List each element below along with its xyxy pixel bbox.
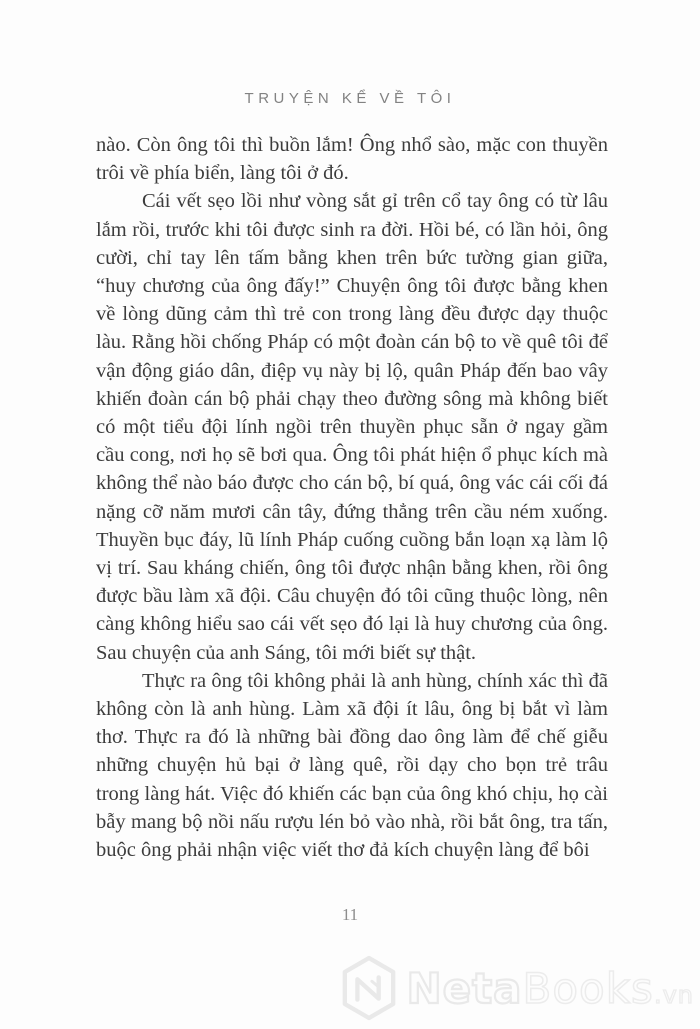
netabooks-watermark — [340, 955, 694, 1021]
watermark-text — [406, 964, 694, 1013]
watermark-tld: .vn — [653, 980, 694, 1009]
netabooks-hexagon-n-logo-icon — [340, 955, 398, 1021]
watermark-brand-light: Books — [522, 963, 654, 1013]
watermark-brand-bold: Neta — [406, 963, 523, 1013]
paragraph: Cái vết sẹo lồi như vòng sắt gỉ trên cổ tay ông có từ lâu lắm rồi, trước khi tôi được sinh ra đời. Hồi bé, có lần hỏi, ông cười, chỉ tay lên tấm bằng khen trên bức tường gian giữa, “huy chương của ông đấy!” Chuyện ông tôi được bằng khen về lòng dũng cảm thì trẻ con trong làng đều được dạy thuộc làu. Rằng hồi chống Pháp có một đoàn cán bộ to về quê tôi để vận động giáo dân, điệp vụ này bị lộ, quân Pháp đến bao vây khiến đoàn cán bộ phải chạy theo đường sông mà không biết có một tiểu đội lính ngồi trên thuyền phục sẵn ở ngay gầm cầu cong, nơi họ sẽ bơi qua. Ông tôi phát hiện ổ phục kích mà không thể nào báo được cho cán bộ, bí quá, ông vác cái cối đá nặng cỡ năm mươi cân tây, đứng thẳng trên cầu ném xuống. Thuyền bục đáy, lũ lính Pháp cuống cuồng bắn loạn xạ làm lộ vị trí. Sau kháng chiến, ông tôi được nhận bằng khen, rồi ông được bầu làm xã đội. Câu chuyện đó tôi cũng thuộc lòng, nên càng không hiểu sao cái vết sẹo đó lại là huy chương của ông. Sau chuyện của anh Sáng, tôi mới biết sự thật. — [96, 190, 608, 664]
running-header: TRUYỆN KỂ VỀ TÔI — [244, 90, 456, 107]
paragraph: nào. Còn ông tôi thì buồn lắm! Ông nhổ sào, mặc con thuyền trôi về phía biển, làng tôi ở đó. — [96, 134, 608, 185]
page-number: 11 — [341, 905, 359, 924]
body-text — [96, 131, 608, 864]
paragraph: Thực ra ông tôi không phải là anh hùng, chính xác thì đã không còn là anh hùng. Làm xã đội ít lâu, ông bị bắt vì làm thơ. Thực ra đó là những bài đồng dao ông làm để chế giễu những chuyện hủ bại ở làng quê, rồi dạy cho bọn trẻ trâu trong làng hát. Việc đó khiến các bạn của ông khó chịu, họ cài bẫy mang bộ nồi nấu rượu lén bỏ vào nhà, rồi bắt ông, tra tấn, buộc ông phải nhận việc viết thơ đả kích chuyện làng để bôi — [96, 669, 608, 862]
